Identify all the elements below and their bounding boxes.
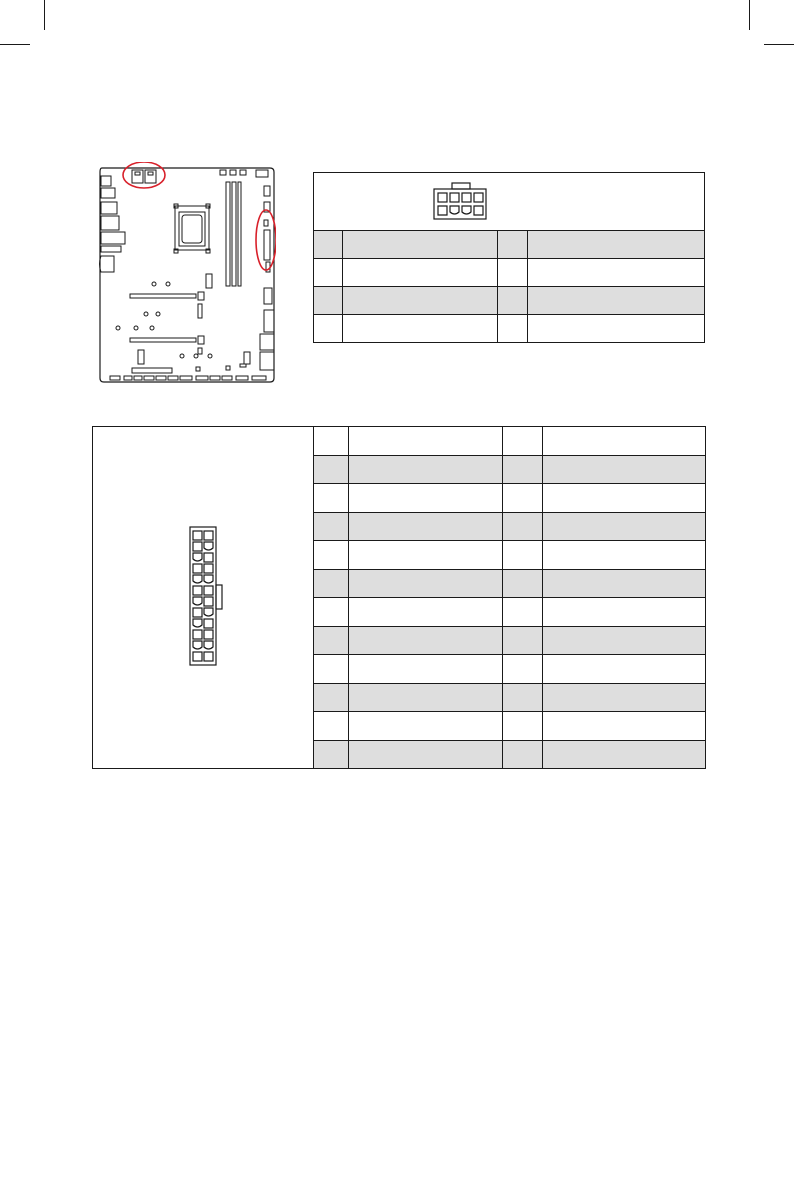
cpu-power-row: [314, 231, 705, 259]
crop-mark-top-left-h: [0, 44, 30, 45]
crop-mark-top-right-h: [764, 44, 794, 45]
24-pin-power-connector-icon: [188, 525, 228, 667]
atx-power-pin-table: [92, 426, 706, 769]
highlight-atx-power: [256, 210, 276, 270]
atx-power-connector-cell: [93, 427, 314, 769]
8-pin-power-connector-icon: [432, 181, 488, 221]
cpu-power-pin-table: [313, 172, 705, 343]
crop-mark-top-right-v: [749, 0, 750, 30]
highlight-cpu-power: [123, 162, 165, 188]
cpu-power-row: [314, 287, 705, 315]
motherboard-diagram: [98, 162, 276, 386]
atx-power-row: [93, 427, 706, 456]
cpu-power-row: [314, 315, 705, 343]
cpu-power-connector-cell: [314, 173, 705, 231]
crop-mark-top-left-v: [44, 0, 45, 30]
cpu-power-row: [314, 259, 705, 287]
